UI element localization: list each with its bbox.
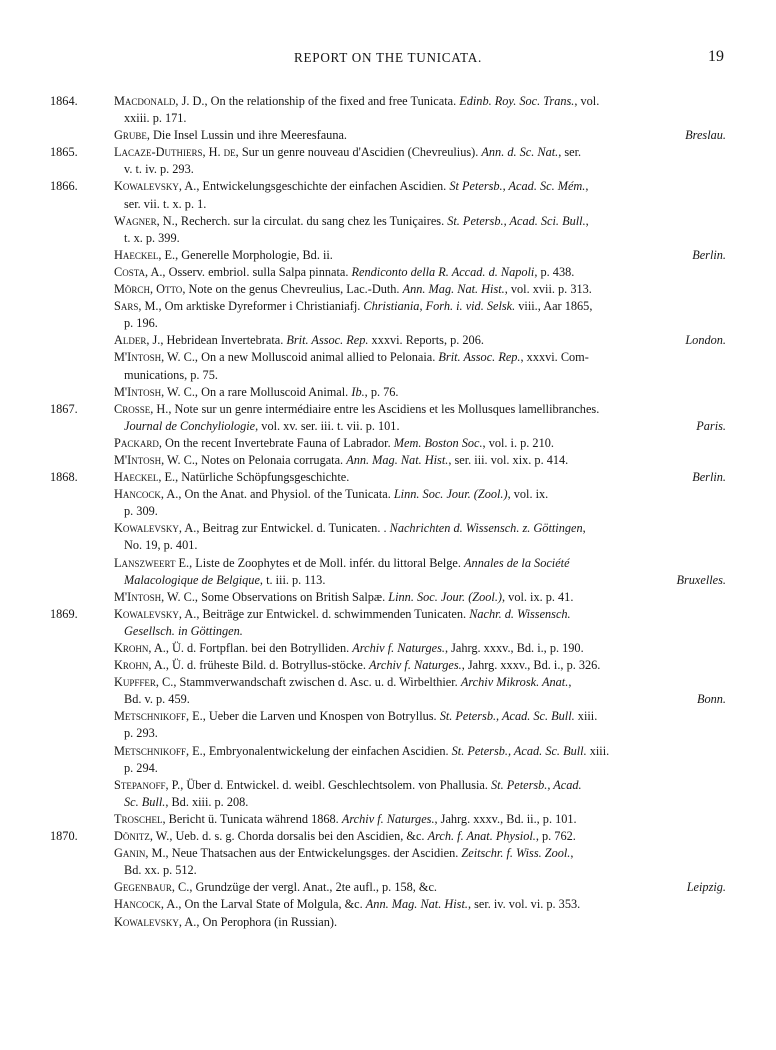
- entry-line: [114, 503, 726, 520]
- bibliography-entry: [0, 845, 776, 879]
- author-name: Grube: [114, 128, 147, 143]
- author-name: Packard: [114, 435, 159, 450]
- entry-line: [114, 213, 726, 230]
- bibliography-entry: [0, 452, 776, 469]
- entry-line: [114, 555, 726, 572]
- entry-text: p. 309.: [124, 504, 158, 519]
- bibliography-entry: [0, 486, 776, 520]
- place-of-publication: Leipzig.: [686, 880, 726, 895]
- entry-text: xxiii. p. 171.: [124, 111, 187, 126]
- entry-text: Bd. v. p. 459.: [124, 692, 190, 707]
- author-name: Krohn, A.: [114, 658, 166, 673]
- entry-text: , Grundzüge der vergl. Anat., 2te aufl., p. 158, &c.: [189, 880, 438, 895]
- entry-text: , xxxvi. Com-: [520, 350, 589, 365]
- entry-text: ,: [585, 213, 589, 228]
- entry-text: , p. 438.: [534, 264, 575, 279]
- entry-text: , Recherch. sur la circulat. du sang chez les Tuniçaires.: [174, 213, 448, 228]
- entry-line: [114, 230, 726, 247]
- entry-text: , Note sur un genre intermédiaire entre les Ascidiens et les Mollusques lamellibranches.: [168, 401, 600, 416]
- publication-title: St Petersb., Acad. Sc. Mém.: [449, 179, 586, 194]
- author-name: Kowalevsky, A.: [114, 521, 197, 536]
- publication-title: Annales de la Société: [464, 555, 570, 570]
- entry-line: [114, 623, 726, 640]
- bibliography-entry: [0, 93, 776, 127]
- author-name: Lanszweert E.: [114, 555, 190, 570]
- entry-year: 1864.: [50, 94, 78, 108]
- bibliography-entry: [0, 247, 776, 264]
- bibliography-entry: [0, 606, 776, 640]
- publication-title: Ann. d. Sc. Nat.: [481, 145, 559, 160]
- entry-text: , Osserv. embriol. sulla Salpa pinnata.: [162, 264, 352, 279]
- author-name: M'Intosh, W. C.: [114, 350, 195, 365]
- publication-title: Archiv f. Naturges.: [341, 811, 435, 826]
- entry-line: [114, 589, 726, 606]
- entry-line: [114, 196, 726, 213]
- publication-title: Nachr. d. Wissensch.: [469, 606, 571, 621]
- entry-text: p. 196.: [124, 316, 158, 331]
- bibliography-entry: [0, 743, 776, 777]
- author-name: Lacaze-Duthiers, H. de: [114, 145, 236, 160]
- author-name: M'Intosh, W. C.: [114, 384, 195, 399]
- bibliography-entry: [0, 914, 776, 931]
- author-name: Krohn, A.: [114, 641, 166, 655]
- entry-text: , Bd. xiii. p. 208.: [165, 794, 249, 809]
- entry-line: [114, 606, 726, 623]
- entry-text: , p. 76.: [364, 384, 399, 399]
- entry-line: [114, 845, 726, 862]
- entry-line: [114, 384, 726, 401]
- bibliography-entry: [0, 384, 776, 401]
- bibliography-entry: [0, 127, 776, 144]
- entry-text: , t. iii. p. 113.: [259, 572, 326, 587]
- bibliography-entry: [0, 178, 776, 212]
- entry-text: Bd. xx. p. 512.: [124, 863, 197, 878]
- author-name: Metschnikoff, E.: [114, 709, 203, 724]
- entry-line: [114, 127, 726, 144]
- author-name: Metschnikoff, E.: [114, 743, 203, 758]
- entry-text: , On a rare Molluscoid Animal.: [194, 384, 352, 399]
- bibliography-list: [0, 93, 776, 931]
- author-name: Mörch, Otto: [114, 282, 183, 297]
- entry-text: , Jahrg. xxxv., Bd. i., p. 190.: [444, 641, 584, 655]
- running-title: REPORT ON THE TUNICATA.: [294, 50, 482, 65]
- author-name: Kowalevsky, A.: [114, 606, 197, 621]
- entry-text: , Note on the genus Chevreulius, Lac.-Duth.: [182, 282, 403, 297]
- entry-line: [114, 93, 726, 110]
- bibliography-entry: [0, 520, 776, 554]
- bibliography-entry: [0, 213, 776, 247]
- entry-text: No. 19, p. 401.: [124, 538, 198, 553]
- entry-text: ,: [585, 179, 589, 194]
- author-name: Haeckel, E.: [114, 470, 176, 485]
- entry-text: , vol. i. p. 210.: [482, 435, 554, 450]
- entry-text: , Bericht ü. Tunicata während 1868.: [162, 811, 342, 826]
- entry-text: p. 294.: [124, 760, 158, 775]
- entry-line: [114, 760, 726, 777]
- publication-title: Linn. Soc. Jour. (Zool.): [388, 589, 503, 604]
- author-name: M'Intosh, W. C.: [114, 589, 195, 604]
- place-of-publication: Berlin.: [692, 470, 726, 485]
- entry-line: [114, 640, 726, 657]
- place-of-publication: Paris.: [696, 418, 726, 433]
- author-name: Crosse, H.: [114, 401, 169, 416]
- publication-title: Ib.: [351, 384, 365, 399]
- bibliography-entry: [0, 657, 776, 674]
- entry-line: [114, 367, 726, 384]
- entry-text: v. t. iv. p. 293.: [124, 162, 194, 177]
- entry-text: ser. vii. t. x. p. 1.: [124, 196, 207, 211]
- entry-text: , vol. ix.: [507, 487, 549, 502]
- entry-line: [114, 537, 726, 554]
- bibliography-entry: [0, 555, 776, 589]
- entry-text: , Beitrag zur Entwickel. d. Tunicaten. .: [196, 521, 390, 536]
- author-name: Sars, M.: [114, 299, 159, 314]
- entry-text: , On the relationship of the fixed and free Tunicata.: [204, 94, 460, 108]
- publication-title: Mem. Boston Soc.: [393, 435, 483, 450]
- bibliography-entry: [0, 811, 776, 828]
- entry-text: , On the Anat. and Physiol. of the Tunicata.: [178, 487, 394, 502]
- entry-text: p. 293.: [124, 726, 158, 741]
- place-of-publication: Bonn.: [696, 692, 726, 707]
- author-name: Kupffer, C.: [114, 675, 174, 690]
- publication-title: St. Petersb., Acad.: [491, 777, 582, 792]
- place-of-publication: Berlin.: [692, 247, 726, 262]
- entry-line: [114, 435, 726, 452]
- entry-line: [114, 298, 726, 315]
- bibliography-entry: [0, 144, 776, 178]
- entry-line: [114, 349, 726, 366]
- entry-text: , Sur un genre nouveau d'Ascidien (Chevreulius).: [235, 145, 482, 160]
- entry-text: , Hebridean Invertebrata.: [160, 333, 287, 348]
- bibliography-entry: [0, 708, 776, 742]
- entry-text: , vol. xvii. p. 313.: [504, 282, 592, 297]
- author-name: Haeckel, E.: [114, 247, 176, 262]
- publication-title: Nachrichten d. Wissensch. z. Göttingen: [389, 521, 583, 536]
- entry-text: ,: [582, 521, 586, 536]
- entry-line: [114, 418, 726, 435]
- entry-text: , p. 762.: [535, 829, 576, 844]
- place-of-publication: Bruxelles.: [676, 572, 726, 587]
- bibliography-entry: [0, 298, 776, 332]
- entry-text: xiii.: [574, 709, 598, 724]
- entry-line: [114, 469, 726, 486]
- entry-year: 1869.: [50, 606, 78, 621]
- bibliography-entry: [0, 332, 776, 349]
- entry-line: [114, 811, 726, 828]
- entry-text: , Ueb. d. s. g. Chorda dorsalis bei den Ascidien, &c.: [169, 829, 428, 844]
- entry-year: 1870.: [50, 829, 78, 844]
- bibliography-entry: [0, 674, 776, 708]
- bibliography-entry: [0, 896, 776, 913]
- publication-title: Christiania, Forh. i. vid. Selsk.: [363, 299, 516, 314]
- publication-title: Rendiconto della R. Accad. d. Napoli: [351, 264, 535, 279]
- entry-text: t. x. p. 399.: [124, 230, 180, 245]
- entry-line: [114, 725, 726, 742]
- publication-title: Arch. f. Anat. Physiol.: [427, 829, 536, 844]
- entry-text: , Über d. Entwickel. d. weibl. Geschlechtsolem. von Phallusia.: [180, 777, 492, 792]
- entry-line: [114, 828, 726, 845]
- entry-text: , vol. ix. p. 41.: [502, 589, 574, 604]
- bibliography-entry: [0, 828, 776, 845]
- entry-text: viii., Aar 1865,: [515, 299, 593, 314]
- entry-text: , On the recent Invertebrate Fauna of Labrador.: [158, 435, 394, 450]
- page-header: [0, 46, 776, 68]
- publication-title: Linn. Soc. Jour. (Zool.): [393, 487, 508, 502]
- publication-title: Gesellsch. in Göttingen.: [124, 623, 243, 638]
- entry-text: xiii.: [586, 743, 610, 758]
- entry-text: , Notes on Pelonaia corrugata.: [194, 452, 347, 467]
- entry-text: , Ü. d. Fortpflan. bei den Botrylliden.: [165, 641, 353, 655]
- entry-year: 1868.: [50, 470, 78, 485]
- entry-text: , On a new Molluscoid animal allied to Pelonaia.: [194, 350, 439, 365]
- entry-line: [114, 862, 726, 879]
- entry-line: [114, 281, 726, 298]
- publication-title: Ann. Mag. Nat. Hist.: [402, 282, 505, 297]
- bibliography-entry: [0, 401, 776, 435]
- publication-title: Ann. Mag. Nat. Hist.: [346, 452, 449, 467]
- entry-text: munications, p. 75.: [124, 367, 218, 382]
- entry-line: [114, 896, 726, 913]
- entry-line: [114, 794, 726, 811]
- entry-line: [114, 708, 726, 725]
- publication-title: Malacologique de Belgique: [124, 572, 260, 587]
- entry-text: , On the Larval State of Molgula, &c.: [178, 897, 366, 912]
- author-name: Dönitz, W.: [114, 829, 170, 844]
- entry-line: [114, 743, 726, 760]
- entry-line: [114, 178, 726, 195]
- author-name: Stepanoff, P.: [114, 777, 181, 792]
- place-of-publication: London.: [685, 333, 726, 348]
- publication-title: St. Petersb., Acad. Sc. Bull.: [439, 709, 575, 724]
- author-name: Ganin, M.: [114, 846, 166, 861]
- author-name: Hancock, A.: [114, 897, 179, 912]
- author-name: M'Intosh, W. C.: [114, 452, 195, 467]
- entry-line: [114, 486, 726, 503]
- entry-line: [114, 879, 726, 896]
- entry-year: 1865.: [50, 145, 78, 160]
- publication-title: Archiv f. Naturges.: [352, 641, 445, 655]
- entry-text: , ser. iv. vol. vi. p. 353.: [467, 897, 581, 912]
- entry-text: ,: [570, 846, 574, 861]
- bibliography-entry: [0, 589, 776, 606]
- place-of-publication: Breslau.: [685, 128, 726, 143]
- publication-title: Sc. Bull.: [124, 794, 166, 809]
- entry-text: , vol. xv. ser. iii. t. vii. p. 101.: [255, 418, 400, 433]
- author-name: Hancock, A.: [114, 487, 179, 502]
- entry-text: , Liste de Zoophytes et de Moll. infér. du littoral Belge.: [189, 555, 465, 570]
- entry-line: [114, 247, 726, 264]
- publication-title: Brit. Assoc. Rep.: [438, 350, 521, 365]
- entry-line: [114, 452, 726, 469]
- bibliography-entry: [0, 640, 776, 657]
- entry-text: , Om arktiske Dyreformer i Christianiafj.: [158, 299, 364, 314]
- page-number: 19: [708, 48, 724, 65]
- entry-text: , vol.: [574, 94, 600, 108]
- entry-text: ,: [568, 675, 572, 690]
- publication-title: Ann. Mag. Nat. Hist.: [365, 897, 468, 912]
- author-name: Wagner, N.: [114, 213, 175, 228]
- author-name: Kowalevsky, A.: [114, 914, 197, 929]
- entry-text: , Die Insel Lussin und ihre Meeresfauna.: [146, 128, 347, 143]
- bibliography-entry: [0, 435, 776, 452]
- bibliography-entry: [0, 777, 776, 811]
- entry-text: , Generelle Morphologie, Bd. ii.: [175, 247, 333, 262]
- entry-year: 1866.: [50, 179, 78, 194]
- entry-line: [114, 520, 726, 537]
- entry-text: , Natürliche Schöpfungsgeschichte.: [175, 470, 350, 485]
- entry-line: [114, 161, 726, 178]
- entry-line: [114, 657, 726, 674]
- author-name: Troschel: [114, 811, 163, 826]
- entry-line: [114, 777, 726, 794]
- entry-text: , Neue Thatsachen aus der Entwickelungsges. der Ascidien.: [165, 846, 462, 861]
- entry-text: , Beiträge zur Entwickel. d. schwimmenden Tunicaten.: [196, 606, 470, 621]
- bibliography-entry: [0, 879, 776, 896]
- entry-line: [114, 691, 726, 708]
- entry-text: xxxvi. Reports, p. 206.: [368, 333, 484, 348]
- entry-text: , Jahrg. xxxv., Bd. i., p. 326.: [461, 658, 601, 673]
- author-name: Costa, A.: [114, 264, 163, 279]
- entry-year: 1867.: [50, 401, 78, 416]
- author-name: Gegenbaur, C.: [114, 880, 190, 895]
- entry-line: [114, 401, 726, 418]
- entry-text: , Jahrg. xxxv., Bd. ii., p. 101.: [434, 811, 577, 826]
- entry-text: , On Perophora (in Russian).: [196, 914, 338, 929]
- entry-text: , Embryonalentwickelung der einfachen Ascidien.: [202, 743, 452, 758]
- entry-line: [114, 144, 726, 161]
- publication-title: Archiv Mikrosk. Anat.: [460, 675, 569, 690]
- entry-line: [114, 264, 726, 281]
- entry-text: , Stammverwandschaft zwischen d. Asc. u. d. Wirbelthier.: [173, 675, 461, 690]
- entry-text: , Ueber die Larven und Knospen von Botryllus.: [202, 709, 440, 724]
- entry-text: , Ü. d. früheste Bild. d. Botryllus-stöcke.: [165, 658, 370, 673]
- author-name: Macdonald, J. D.: [114, 94, 205, 108]
- entry-text: , ser. iii. vol. xix. p. 414.: [448, 452, 569, 467]
- entry-line: [114, 110, 726, 127]
- entry-line: [114, 674, 726, 691]
- entry-line: [114, 572, 726, 589]
- bibliography-entry: [0, 264, 776, 281]
- author-name: Kowalevsky, A.: [114, 179, 197, 194]
- publication-title: Zeitschr. f. Wiss. Zool.: [461, 846, 571, 861]
- entry-text: , ser.: [558, 145, 582, 160]
- publication-title: St. Petersb., Acad. Sc. Bull.: [451, 743, 587, 758]
- bibliography-entry: [0, 469, 776, 486]
- bibliography-entry: [0, 349, 776, 383]
- publication-title: Brit. Assoc. Rep.: [286, 333, 369, 348]
- bibliography-entry: [0, 281, 776, 298]
- publication-title: St. Petersb., Acad. Sci. Bull.: [447, 213, 586, 228]
- entry-line: [114, 332, 726, 349]
- publication-title: Edinb. Roy. Soc. Trans.: [459, 94, 575, 108]
- entry-line: [114, 315, 726, 332]
- entry-text: , Some Observations on British Salpæ.: [194, 589, 389, 604]
- entry-line: [114, 914, 726, 931]
- publication-title: Journal de Conchyliologie: [124, 418, 256, 433]
- entry-text: , Entwickelungsgeschichte der einfachen Ascidien.: [196, 179, 450, 194]
- author-name: Alder, J.: [114, 333, 161, 348]
- publication-title: Archiv f. Naturges.: [369, 658, 462, 673]
